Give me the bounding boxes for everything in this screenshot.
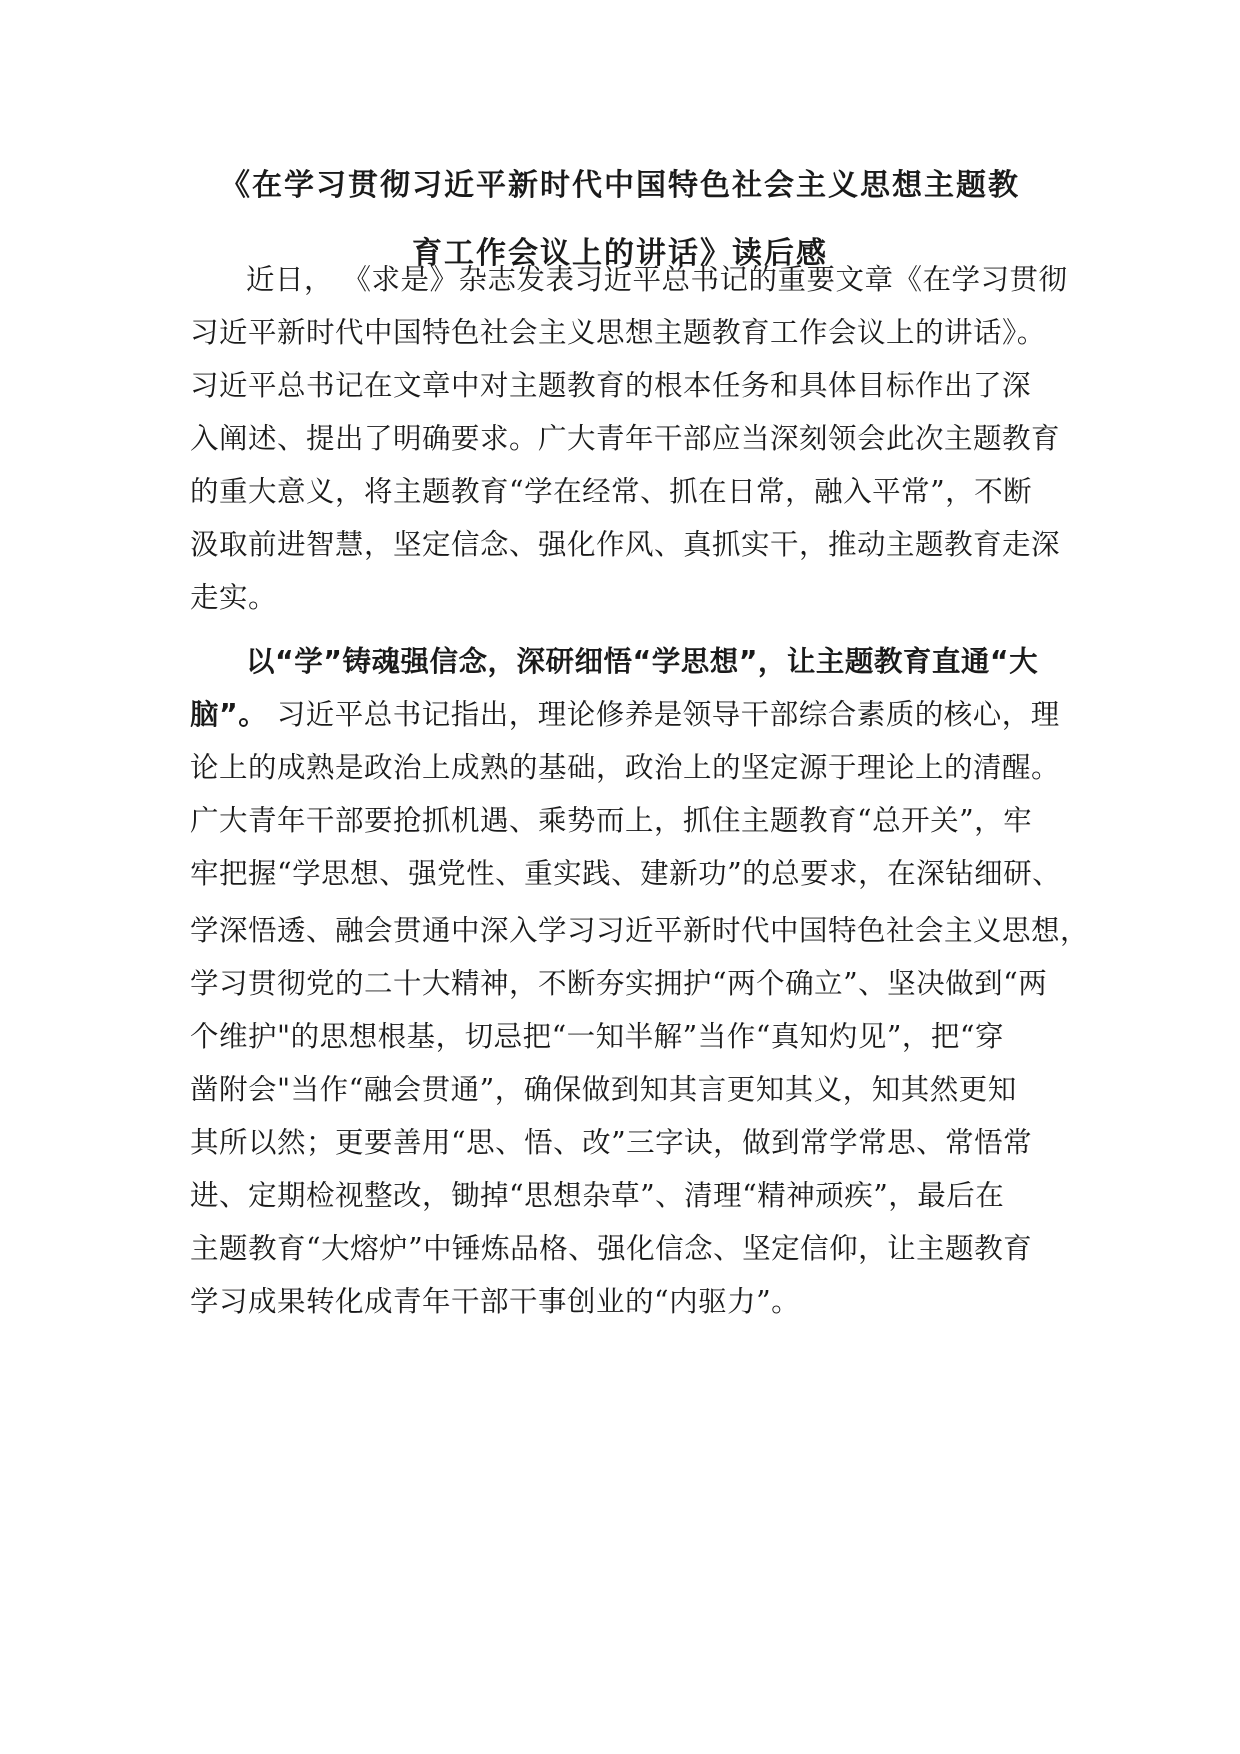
paragraph1-line-5: 的重大意义，将主题教育“学在经常、抓在日常，融入平常”，不断 [190,475,1033,508]
paragraph2-heading-line-2: 脑”。 [190,698,268,731]
paragraph2-line-7: 个维护"的思想根基，切忌把“一知半解”当作“真知灼见”，把“穿 [190,1020,1004,1053]
paragraph1-line-3: 习近平总书记在文章中对主题教育的根本任务和具体目标作出了深 [190,369,1032,402]
document-title-line-2: 育工作会议上的讲话》读后感 [412,236,828,271]
paragraph2-heading-line-1: 以“学”铸魂强信念，深研细悟“学思想”，让主题教育直通“大 [246,645,1039,678]
paragraph2-line-12: 学习成果转化成青年干部干事创业的“内驱力”。 [190,1285,801,1318]
paragraph2-line-3: 广大青年干部要抢抓机遇、乘势而上，抓住主题教育“总开关”，牢 [190,804,1033,837]
paragraph2-line-2: 论上的成熟是政治上成熟的基础，政治上的坚定源于理论上的清醒。 [190,751,1061,784]
paragraph1-line-7: 走实。 [190,581,278,614]
paragraph2-line-1 [190,695,1070,735]
paragraph2-line-11: 主题教育“大熔炉”中锤炼品格、强化信念、坚定信仰，让主题教育 [190,1232,1033,1265]
document-title-line-1: 《在学习贯彻习近平新时代中国特色社会主义思想主题教 [220,168,1020,203]
paragraph2-line-6: 学习贯彻党的二十大精神，不断夯实拥护“两个确立”、坚决做到“两 [190,967,1048,1000]
paragraph1-line-1: 近日， 《求是》杂志发表习近平总书记的重要文章《在学习贯彻 [246,263,1068,296]
paragraph1-line-4: 入阐述、提出了明确要求。广大青年干部应当深刻领会此次主题教育 [190,422,1061,455]
paragraph2-line-4: 牢把握“学思想、强党性、重实践、建新功”的总要求，在深钻细研、 [190,857,1062,890]
paragraph2-line-9: 其所以然；更要善用“思、悟、改”三字诀，做到常学常思、常悟常 [190,1126,1033,1159]
paragraph2-line-5: 学深悟透、融会贯通中深入学习习近平新时代中国特色社会主义思想， [190,914,1090,947]
paragraph2-line-8: 凿附会"当作“融会贯通”，确保做到知其言更知其义，知其然更知 [190,1073,1017,1106]
paragraph2-line-10: 进、定期检视整改，锄掉“思想杂草”、清理“精神顽疾”，最后在 [190,1179,1005,1212]
paragraph2-line-1-text: 习近平总书记指出，理论修养是领导干部综合素质的核心，理 [267,698,1060,731]
paragraph1-line-6: 汲取前进智慧，坚定信念、强化作风、真抓实干，推动主题教育走深 [190,528,1061,561]
paragraph1-line-2: 习近平新时代中国特色社会主义思想主题教育工作会议上的讲话》。 [190,316,1046,349]
